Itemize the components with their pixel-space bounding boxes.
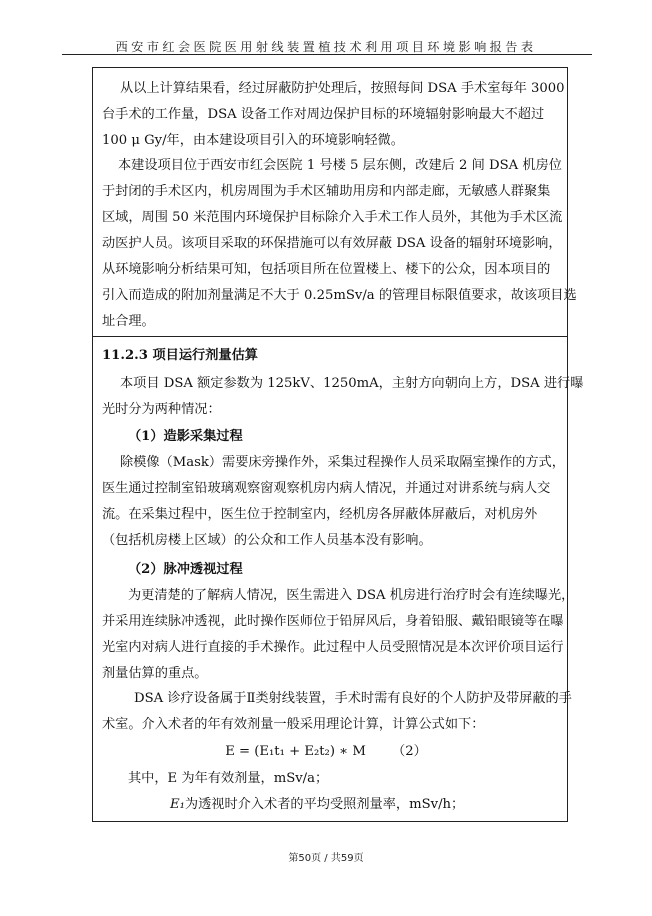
paragraph-line: 除模像（Mask）需要床旁操作外，采集过程操作人员采取隔室操作的方式， [120,455,565,470]
page-footer: 第50页 / 共59页 [288,853,364,864]
paragraph-line: 为更清楚的了解病人情况，医生需进入 DSA 机房进行治疗时会有连续曝光， [128,588,575,603]
subsection-heading: （2）脉冲透视过程 [128,562,243,577]
section-divider [93,336,567,337]
paragraph-line: 动医护人员。该项目采取的环保措施可以有效屏蔽 DSA 设备的辐射环境影响， [102,236,562,251]
paragraph-line: 光时分为两种情况： [102,402,221,417]
paragraph-line: 引入而造成的附加剂量满足不大于 0.25mSv/a 的管理目标限值要求，故该项目选 [102,288,577,303]
paragraph-line: 流。在采集过程中，医生位于控制室内，经机房各屏蔽体屏蔽后，对机房外 [102,507,538,522]
dose-formula: E = (E₁t₁ + E₂t₂) ∗ M [225,744,366,759]
paragraph-line: DSA 诊疗设备属于Ⅱ类射线装置，手术时需有良好的个人防护及带屏蔽的手 [134,691,572,706]
paragraph-line: 并采用连续脉冲透视，此时操作医师位于铅屏风后，身着铅服、戴铅眼镜等在曝 [102,614,564,629]
paragraph-line: 台手术的工作量，DSA 设备工作对周边保护目标的环境辐射影响最大不超过 [102,107,545,122]
e1-symbol: E₁ [170,797,185,812]
paragraph-line: 从环境影响分析结果可知，包括项目所在位置楼上、楼下的公众，因本项目的 [102,262,551,277]
paragraph-line: 从以上计算结果看，经过屏蔽防护处理后，按照每间 DSA 手术室每年 3000 [120,81,565,96]
paragraph-line: 光室内对病人进行直接的手术操作。此过程中人员受照情况是本次评价项目运行 [102,640,564,655]
page-header-title: 西安市红会医院医用射线装置植技术利用项目环境影响报告表 [115,40,537,54]
formula-number: （2） [392,744,427,759]
paragraph-line: 医生通过控制室铅玻璃观察窗观察机房内病人情况，并通过对讲系统与病人交 [102,481,551,496]
section-heading: 11.2.3 项目运行剂量估算 [102,348,258,363]
paragraph-line: 本项目 DSA 额定参数为 125kV、1250mA，主射方向朝向上方，DSA 进行曝 [120,376,584,391]
paragraph-line: 术室。介入术者的年有效剂量一般采用理论计算，计算公式如下： [102,717,485,732]
paragraph-line: 于封闭的手术区内，机房周围为手术区辅助用房和内部走廊，无敏感人群聚集 [102,184,551,199]
paragraph-line: 区域，周围 50 米范围内环境保护目标除介入手术工作人员外，其他为手术区流 [102,210,563,225]
paragraph-line: 本建设项目位于西安市红会医院 1 号楼 5 层东侧，改建后 2 间 DSA 机房位 [118,158,562,173]
paragraph-line: 剂量估算的重点。 [102,666,208,681]
paragraph-line: （包括机房楼上区域）的公众和工作人员基本没有影响。 [102,533,432,548]
paragraph-line [170,796,464,814]
paragraph-line: 100 μ Gy/年，由本建设项目引入的环境影响轻微。 [102,133,404,148]
header-rule [62,54,592,55]
formula-line [0,743,652,761]
paragraph-line: 址合理。 [102,314,155,329]
paragraph-line: 其中，E 为年有效剂量，mSv/a； [128,771,329,786]
e1-definition: 为透视时介入术者的平均受照剂量率，mSv/h； [184,797,465,812]
subsection-heading: （1）造影采集过程 [128,429,243,444]
